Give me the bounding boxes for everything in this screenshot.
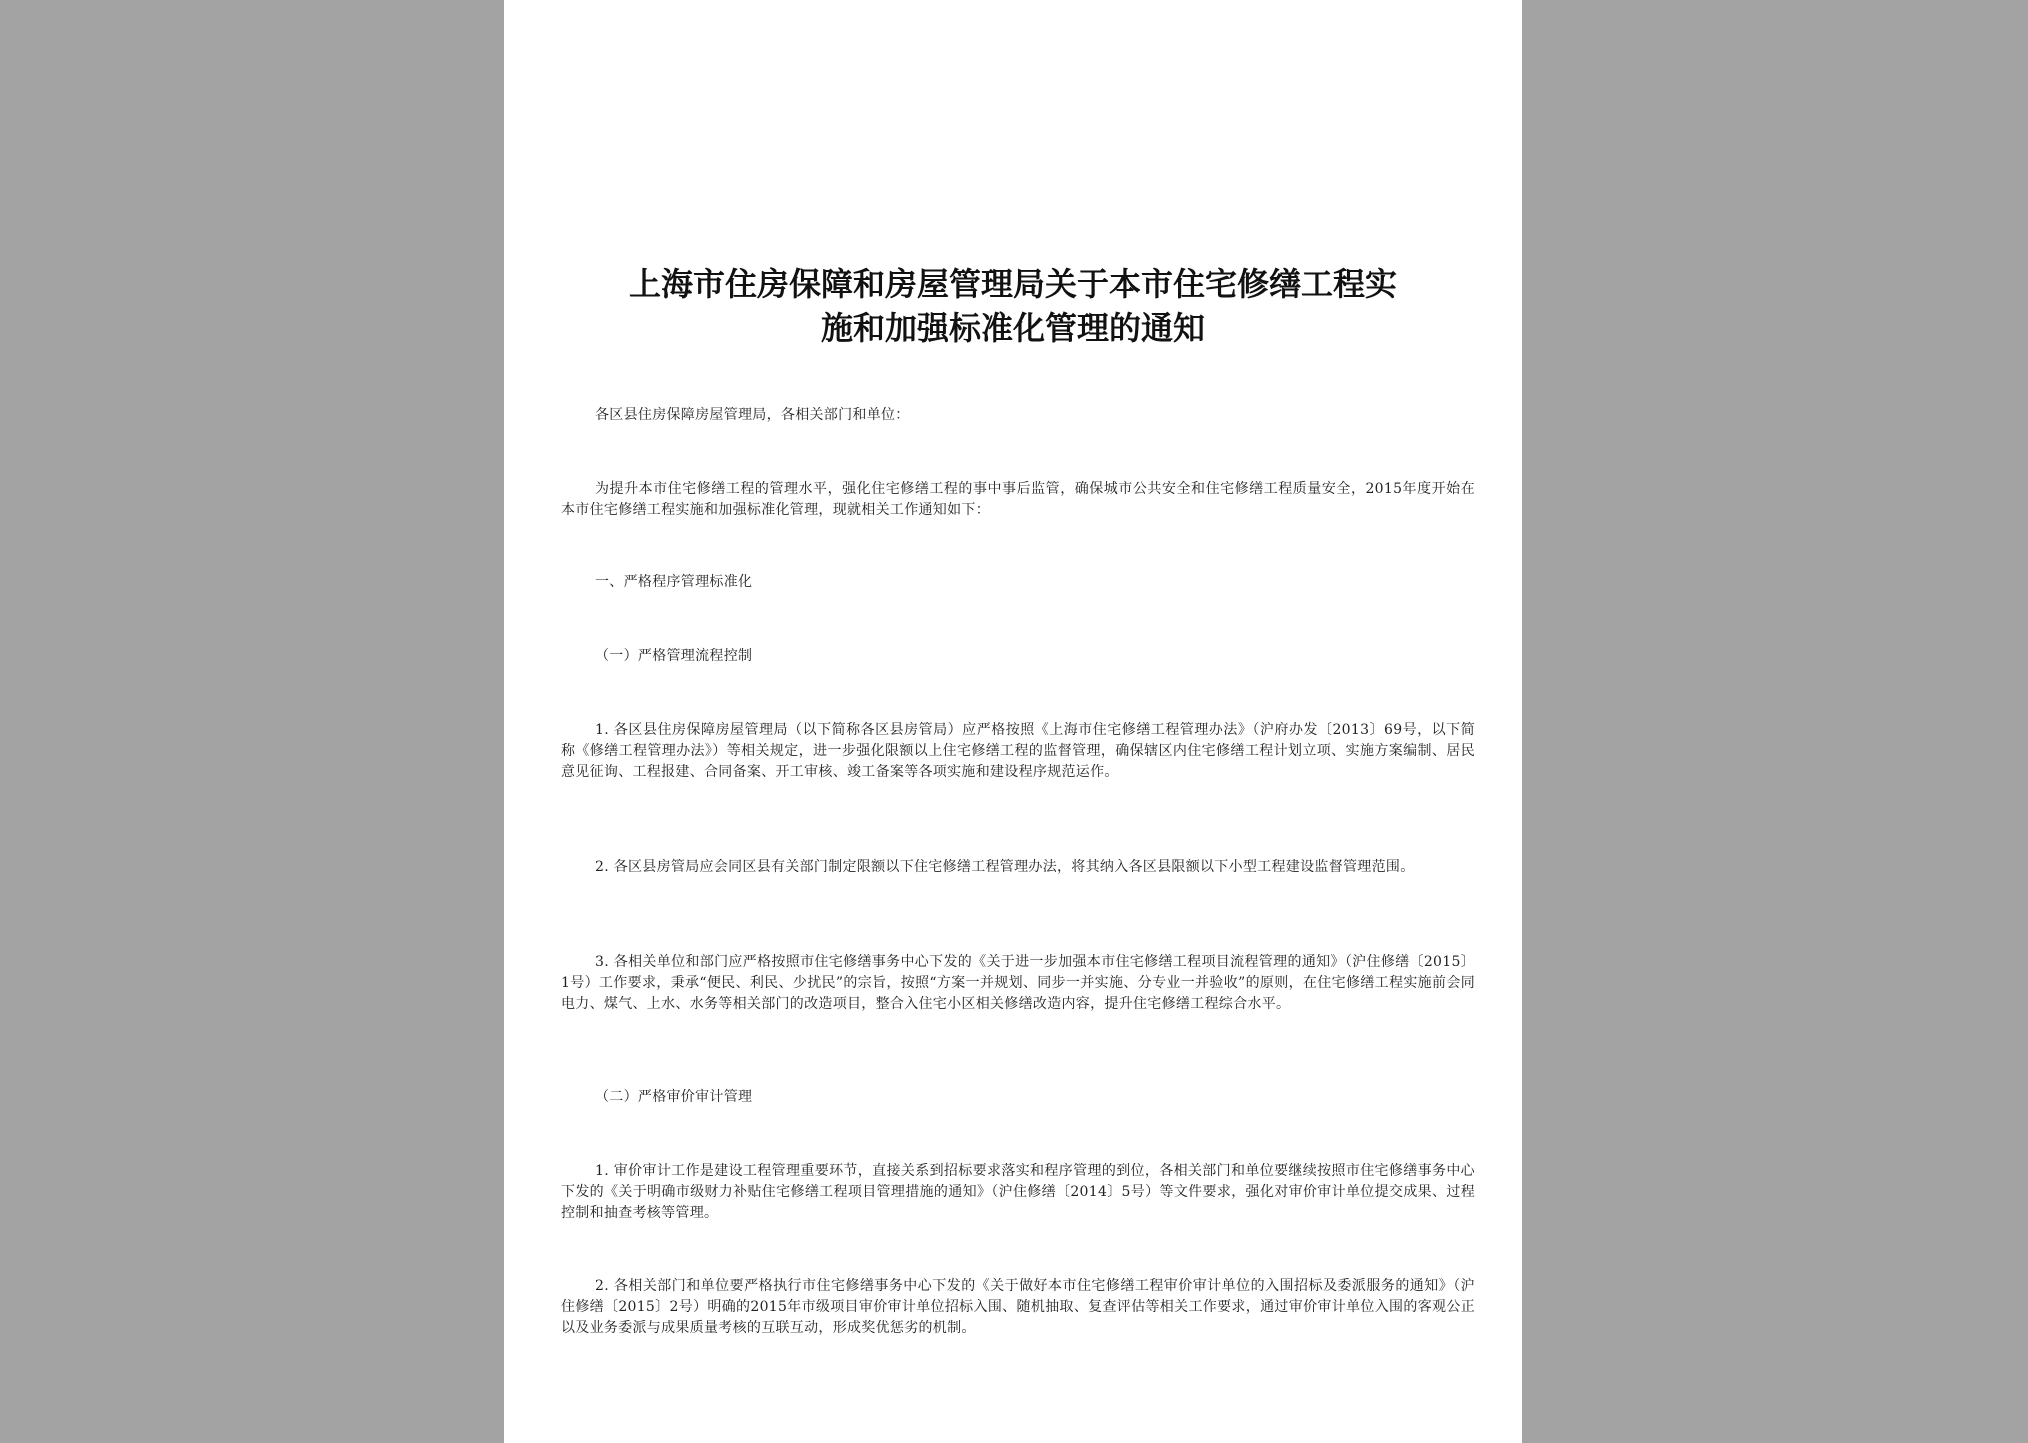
intro-paragraph: 为提升本市住宅修缮工程的管理水平，强化住宅修缮工程的事中事后监管，确保城市公共安全和住宅修缮工程质量安全，2015年度开始在本市住宅修缮工程实施和加强标准化管理，现就相关工作通知如下： [561,481,1475,518]
subsection-1-paragraph-1: 1. 各区县住房保障房屋管理局（以下简称各区县房管局）应严格按照《上海市住宅修缮工程管理办法》（沪府办发〔2013〕69号，以下简称《修缮工程管理办法》）等相关规定，进一步强化限额以上住宅修缮工程的监督管理，确保辖区内住宅修缮工程计划立项、实施方案编制、居民意见征询、工程报建、合同备案、开工审核、竣工备案等各项实施和建设程序规范运作。 [561,722,1475,780]
subsection-2-paragraph-1: 1. 审价审计工作是建设工程管理重要环节，直接关系到招标要求落实和程序管理的到位，各相关部门和单位要继续按照市住宅修缮事务中心下发的《关于明确市级财力补贴住宅修缮工程项目管理措施的通知》（沪住修缮〔2014〕5号）等文件要求，强化对审价审计单位提交成果、过程控制和抽查考核等管理。 [561,1163,1475,1221]
title-line-2: 施和加强标准化管理的通知 [820,309,1205,347]
subsection-1-heading: （一）严格管理流程控制 [595,648,753,664]
document-page [504,0,1522,1443]
salutation: 各区县住房保障房屋管理局，各相关部门和单位： [595,407,910,423]
section-1-heading: 一、严格程序管理标准化 [595,574,753,590]
subsection-1-paragraph-2: 2. 各区县房管局应会同区县有关部门制定限额以下住宅修缮工程管理办法，将其纳入各区县限额以下小型工程建设监督管理范围。 [595,859,1415,875]
subsection-2-heading: （二）严格审价审计管理 [595,1089,753,1105]
document-title [544,262,1482,350]
subsection-2-paragraph-2: 2. 各相关部门和单位要严格执行市住宅修缮事务中心下发的《关于做好本市住宅修缮工程审价审计单位的入围招标及委派服务的通知》（沪住修缮〔2015〕2号）明确的2015年市级项目审价审计单位招标入围、随机抽取、复查评估等相关工作要求，通过审价审计单位入围的客观公正以及业务委派与成果质量考核的互联互动，形成奖优惩劣的机制。 [561,1278,1475,1336]
title-line-1: 上海市住房保障和房屋管理局关于本市住宅修缮工程实 [628,265,1397,303]
subsection-1-paragraph-3: 3. 各相关单位和部门应严格按照市住宅修缮事务中心下发的《关于进一步加强本市住宅修缮工程项目流程管理的通知》（沪住修缮〔2015〕1号）工作要求，秉承“便民、利民、少扰民”的宗旨，按照“方案一并规划、同步一并实施、分专业一并验收”的原则，在住宅修缮工程实施前会同电力、煤气、上水、水务等相关部门的改造项目，整合入住宅小区相关修缮改造内容，提升住宅修缮工程综合水平。 [561,954,1475,1012]
